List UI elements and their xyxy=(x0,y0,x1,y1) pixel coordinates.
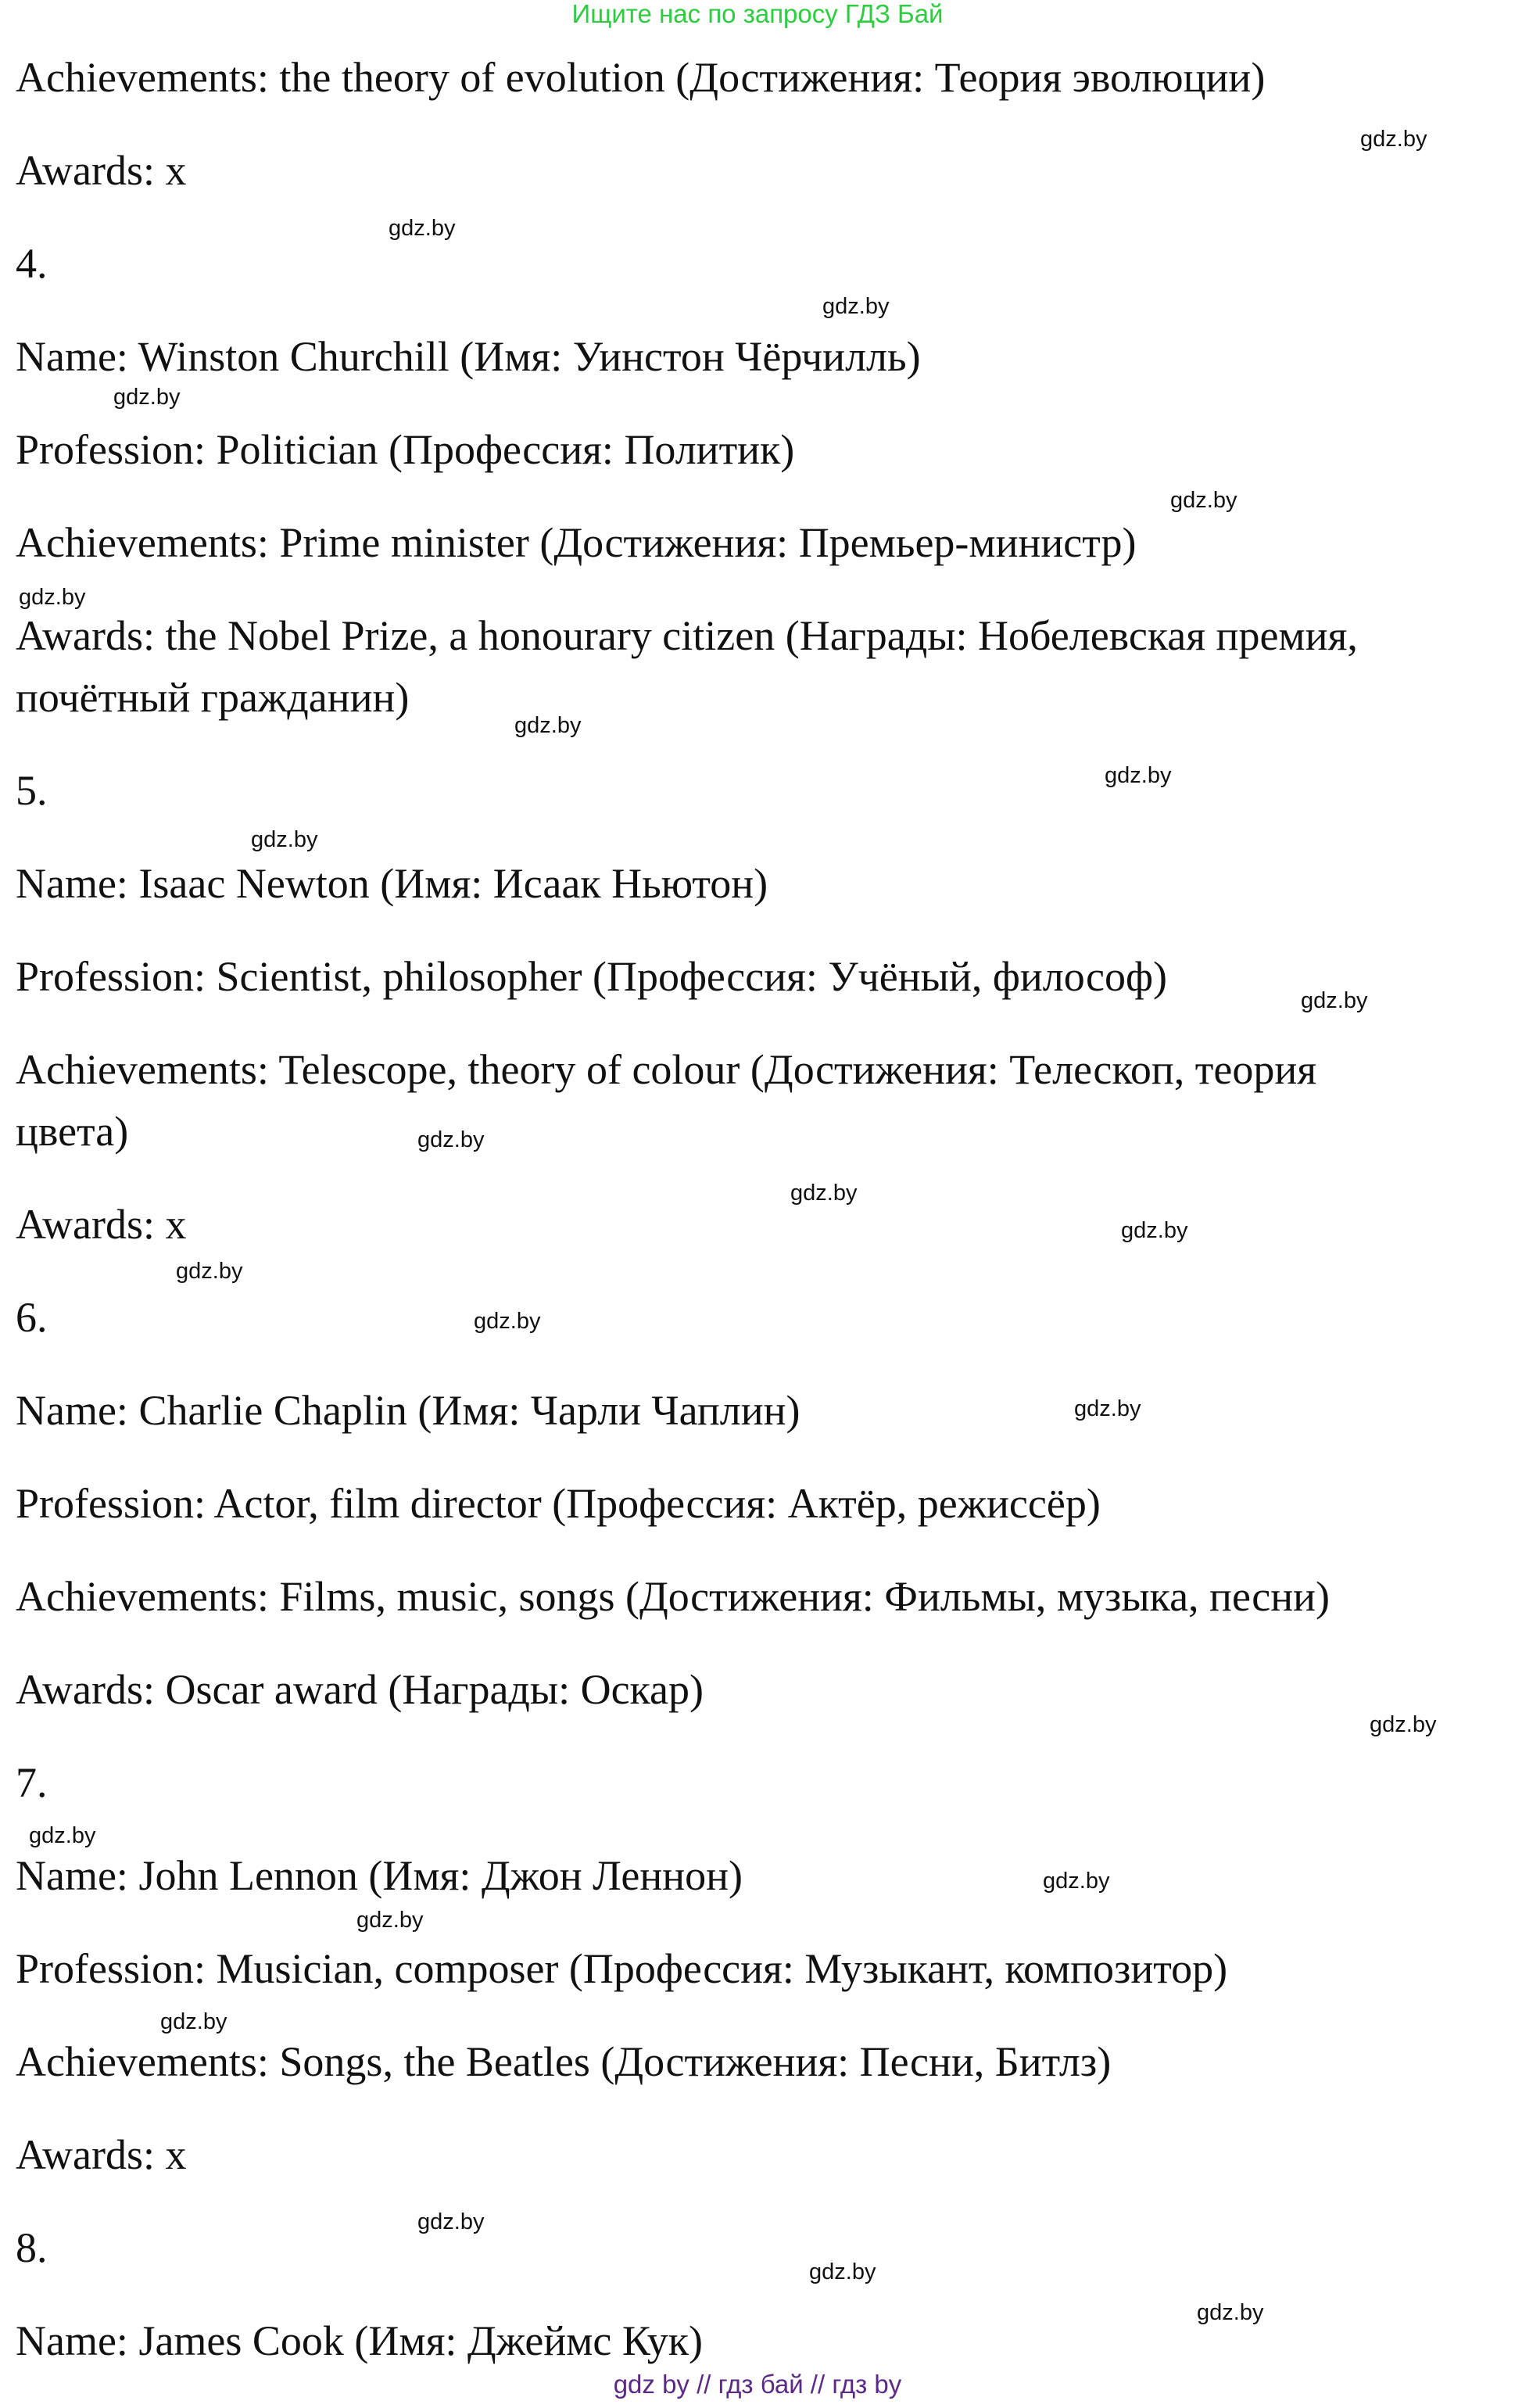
text-line: Achievements: Telescope, theory of colour (Достижения: Телескоп, теория xyxy=(16,1046,1317,1093)
watermark: gdz.by xyxy=(1170,488,1237,513)
watermark: gdz.by xyxy=(160,2009,227,2034)
text-line: Name: Charlie Chaplin (Имя: Чарли Чаплин) xyxy=(16,1387,800,1434)
watermark: gdz.by xyxy=(113,385,181,410)
section-number: 8. xyxy=(16,2224,48,2271)
watermark: gdz.by xyxy=(356,1908,424,1933)
watermark: gdz.by xyxy=(1043,1869,1110,1894)
watermark: gdz.by xyxy=(176,1259,243,1284)
watermark: gdz.by xyxy=(389,216,456,241)
section-number: 6. xyxy=(16,1294,48,1341)
watermark: gdz.by xyxy=(1105,763,1172,788)
text-line: Achievements: Films, music, songs (Достижения: Фильмы, музыка, песни) xyxy=(16,1573,1331,1620)
watermark: gdz.by xyxy=(474,1309,541,1334)
text-line: Name: Isaac Newton (Имя: Исаак Ньютон) xyxy=(16,860,768,907)
watermark: gdz.by xyxy=(809,2259,876,2284)
section-number: 4. xyxy=(16,240,48,287)
watermark: gdz.by xyxy=(1370,1712,1437,1737)
text-line: цвета) xyxy=(16,1108,129,1155)
text-line: Awards: x xyxy=(16,2131,187,2178)
watermark: gdz.by xyxy=(417,2209,485,2234)
text-line: Name: James Cook (Имя: Джеймс Кук) xyxy=(16,2317,704,2364)
search-hint-banner: Ищите нас по запросу ГДЗ Бай xyxy=(571,0,944,28)
text-line: Name: Winston Churchill (Имя: Уинстон Чёрчилль) xyxy=(16,333,921,380)
text-line: Awards: x xyxy=(16,1201,187,1248)
watermark: gdz.by xyxy=(1301,988,1368,1013)
text-line: Profession: Musician, composer (Профессия: Музыкант, композитор) xyxy=(16,1945,1228,1992)
text-line: Profession: Politician (Профессия: Политик) xyxy=(16,426,795,473)
text-line: Name: John Lennon (Имя: Джон Леннон) xyxy=(16,1852,743,1899)
watermark: gdz.by xyxy=(19,585,86,610)
watermark: gdz.by xyxy=(417,1127,485,1152)
text-line: Profession: Scientist, philosopher (Профессия: Учёный, философ) xyxy=(16,953,1167,1000)
text-line: Achievements: Prime minister (Достижения: Премьер-министр) xyxy=(16,519,1137,566)
watermark: gdz.by xyxy=(822,294,890,319)
text-line: Achievements: the theory of evolution (Достижения: Теория эволюции) xyxy=(16,54,1266,101)
watermark: gdz.by xyxy=(1197,2300,1264,2325)
watermark: gdz.by xyxy=(1074,1396,1141,1421)
footer-links: gdz by // гдз бай // гдз by xyxy=(613,2370,902,2399)
section-number: 5. xyxy=(16,767,48,814)
section-number: 7. xyxy=(16,1759,48,1806)
text-line: Awards: Oscar award (Награды: Оскар) xyxy=(16,1666,704,1713)
watermark: gdz.by xyxy=(29,1823,96,1848)
watermark: gdz.by xyxy=(251,827,318,852)
text-line: почётный гражданин) xyxy=(16,674,410,721)
watermark: gdz.by xyxy=(790,1181,858,1206)
watermark: gdz.by xyxy=(514,713,582,738)
text-line: Awards: x xyxy=(16,147,187,194)
text-line: Achievements: Songs, the Beatles (Достижения: Песни, Битлз) xyxy=(16,2038,1112,2085)
watermark: gdz.by xyxy=(1121,1218,1188,1243)
text-line: Awards: the Nobel Prize, a honourary citizen (Награды: Нобелевская премия, xyxy=(16,612,1358,659)
text-line: Profession: Actor, film director (Профессия: Актёр, режиссёр) xyxy=(16,1480,1101,1527)
watermark: gdz.by xyxy=(1360,127,1427,152)
